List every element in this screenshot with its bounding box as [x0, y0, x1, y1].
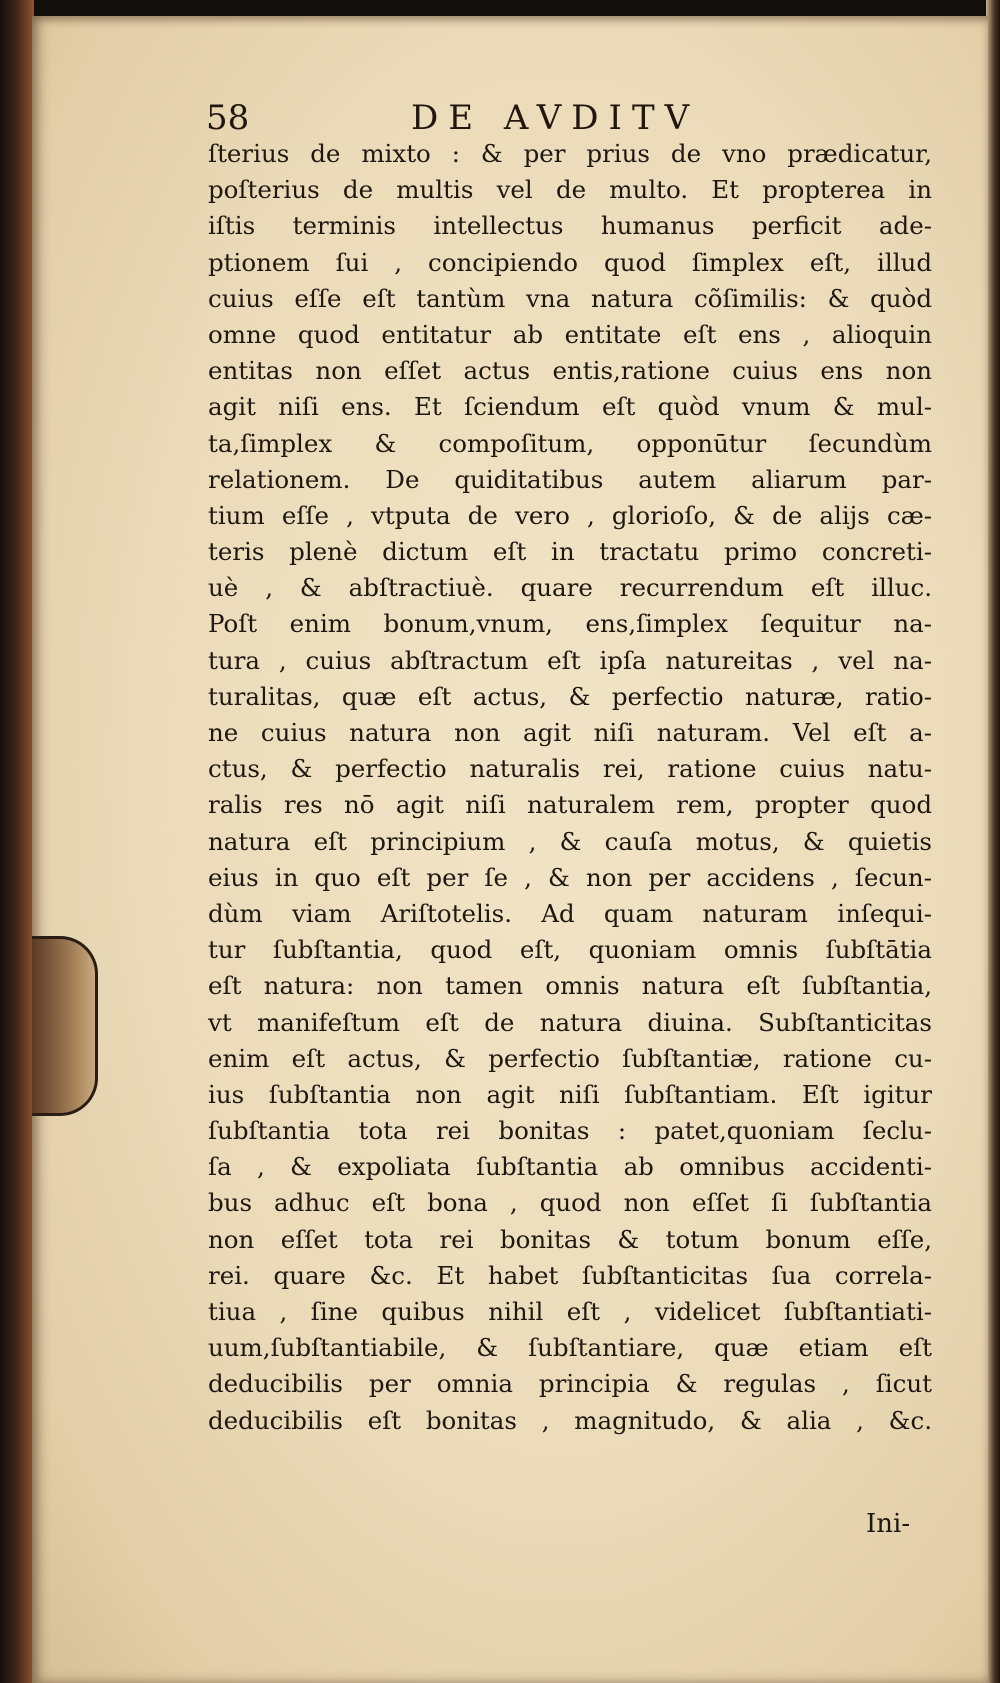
text-line: eſt natura: non tamen omnis natura eſt ſubſtantia,	[208, 971, 932, 1001]
text-line: ptionem ſui , concipiendo quod ſimplex eſt, illud	[208, 247, 932, 277]
text-line: natura eſt principium , & cauſa motus, & quietis	[208, 826, 932, 856]
running-title: DE AVDITV	[411, 98, 700, 138]
text-line: iſtis terminis intellectus humanus perficit ade-	[208, 211, 932, 241]
book-spine-edge	[0, 0, 34, 1683]
text-line: ſa , & expoliata ſubſtantia ab omnibus accidenti-	[208, 1152, 932, 1182]
text-line: poſterius de multis vel de multo. Et propterea in	[208, 175, 932, 205]
text-line: ta,ſimplex & compoſitum, opponūtur ſecundùm	[208, 428, 932, 458]
page-stack-edge	[986, 0, 1000, 1683]
text-line: agit niſi ens. Et ſciendum eſt quòd vnum & mul-	[208, 392, 932, 422]
text-line: relationem. De quiditatibus autem aliarum par-	[208, 464, 932, 494]
text-line: entitas non eſſet actus entis,ratione cuius ens non	[208, 356, 932, 386]
text-line: cuius eſſe eſt tantùm vna natura cõſimilis: & quòd	[208, 283, 932, 313]
text-line: bus adhuc eſt bona , quod non eſſet ſi ſubſtantia	[208, 1188, 932, 1218]
text-line: ius ſubſtantia non agit niſi ſubſtantiam. Eſt igitur	[208, 1079, 932, 1109]
text-line: teris plenè dictum eſt in tractatu primo concreti-	[208, 537, 932, 567]
text-line: omne quod entitatur ab entitate eſt ens , alioquin	[208, 319, 932, 349]
text-line: uum,ſubſtantiabile, & ſubſtantiare, quæ etiam eſt	[208, 1333, 932, 1363]
text-line: ſubſtantia tota rei bonitas : patet,quoniam ſeclu-	[208, 1116, 932, 1146]
text-line: tura , cuius abſtractum eſt ipſa natureitas , vel na-	[208, 645, 932, 675]
text-line: ctus, & perfectio naturalis rei, ratione cuius natu-	[208, 754, 932, 784]
text-line: enim eſt actus, & perfectio ſubſtantiæ, ratione cu-	[208, 1043, 932, 1073]
text-line: tur ſubſtantia, quod eſt, quoniam omnis ſubſtātia	[208, 935, 932, 965]
page-number: 58	[206, 98, 250, 138]
text-line: deducibilis per omnia principia & regulas , ſicut	[208, 1369, 932, 1399]
text-line: tiua , ſine quibus nihil eſt , videlicet ſubſtantiati-	[208, 1297, 932, 1326]
text-line: dùm viam Ariſtotelis. Ad quam naturam inſequi-	[208, 898, 932, 928]
text-line: deducibilis eſt bonitas , magnitudo, & alia , &c.	[208, 1405, 932, 1435]
catchword: Ini-	[866, 1509, 911, 1539]
text-line: Poſt enim bonum,vnum, ens,ſimplex ſequitur na-	[208, 609, 932, 639]
text-line: ſterius de mixto : & per prius de vno prædicatur,	[208, 139, 932, 168]
text-line: non eſſet tota rei bonitas & totum bonum eſſe,	[208, 1224, 932, 1254]
text-line: ralis res nō agit niſi naturalem rem, propter quod	[208, 790, 932, 820]
body-text	[208, 136, 932, 1439]
text-line: vt manifeſtum eſt de natura diuina. Subſtanticitas	[208, 1007, 932, 1037]
text-line: ne cuius natura non agit niſi naturam. Vel eſt a-	[208, 718, 932, 747]
text-line: turalitas, quæ eſt actus, & perfectio naturæ, ratio-	[208, 681, 932, 711]
page-header	[206, 96, 766, 140]
text-line: rei. quare &c. Et habet ſubſtanticitas ſua correla-	[208, 1260, 932, 1290]
text-line: tium eſſe , vtputa de vero , glorioſo, & de alijs cæ-	[208, 500, 932, 530]
page-clip-tab	[32, 936, 98, 1116]
text-line: eius in quo eſt per ſe , & non per accidens , ſecun-	[208, 862, 932, 892]
text-line: uè , & abſtractiuè. quare recurrendum eſt illuc.	[208, 573, 932, 603]
